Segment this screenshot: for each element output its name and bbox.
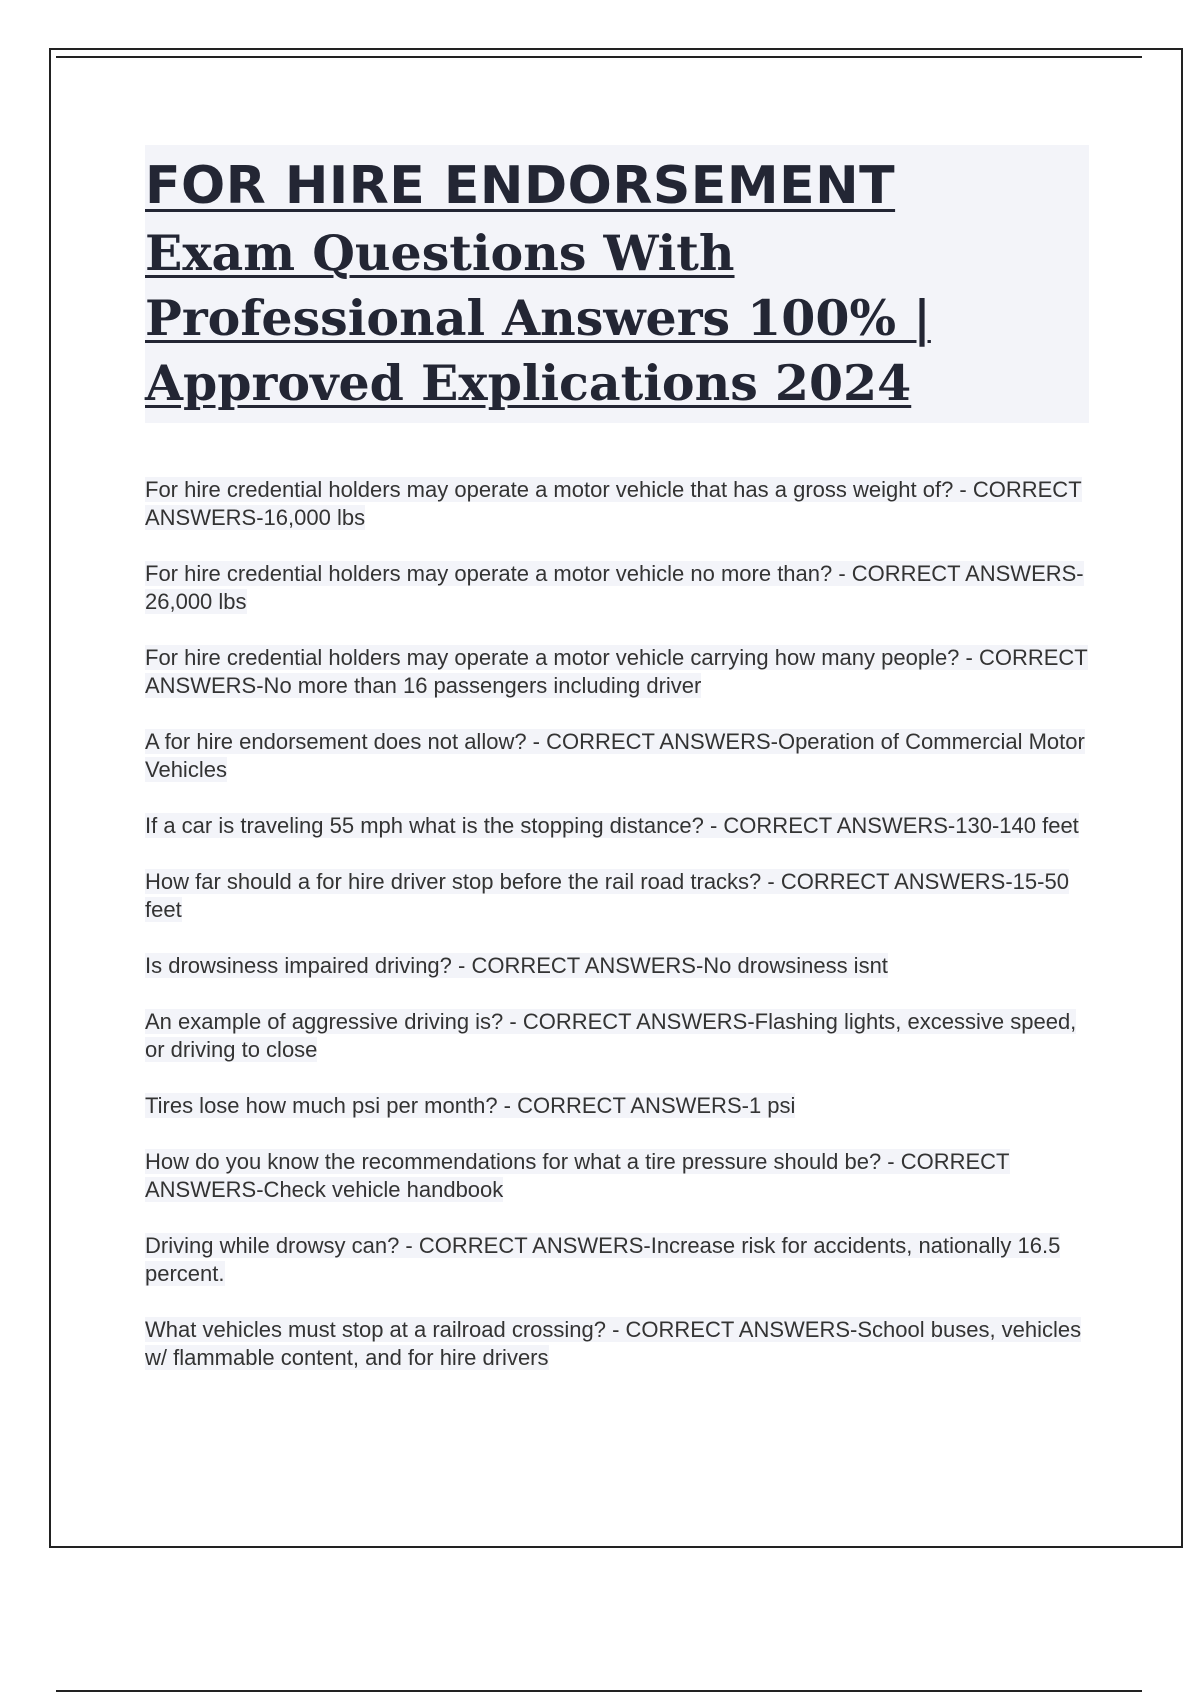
qa-item-5 [145, 812, 1095, 840]
qa-item-9 [145, 1092, 1095, 1120]
qa-text: For hire credential holders may operate a motor vehicle that has a gross weight of? - CORRECT ANSWERS-16,000 lbs [145, 477, 1082, 530]
qa-item-10 [145, 1148, 1095, 1204]
qa-text: What vehicles must stop at a railroad crossing? - CORRECT ANSWERS-School buses, vehicles w/ flammable content, and for hire drivers [145, 1317, 1082, 1370]
qa-text: For hire credential holders may operate a motor vehicle carrying how many people? - CORRECT ANSWERS-No more than 16 passengers including driver [145, 645, 1088, 698]
qa-text: For hire credential holders may operate a motor vehicle no more than? - CORRECT ANSWERS-26,000 lbs [145, 561, 1084, 614]
document-title: FOR HIRE ENDORSEMENT [145, 156, 896, 216]
top-divider [56, 56, 1142, 58]
qa-text: If a car is traveling 55 mph what is the stopping distance? - CORRECT ANSWERS-130-140 feet [145, 813, 1079, 838]
qa-item-6 [145, 868, 1095, 924]
qa-item-1 [145, 476, 1095, 532]
qa-text: An example of aggressive driving is? - CORRECT ANSWERS-Flashing lights, excessive speed, or driving to close [145, 1009, 1077, 1062]
qa-text: A for hire endorsement does not allow? - CORRECT ANSWERS-Operation of Commercial Motor Vehicles [145, 729, 1085, 782]
document-subtitle: Exam Questions With Professional Answers 100% | Approved Explications 2024 [145, 224, 931, 412]
qa-text: Tires lose how much psi per month? - CORRECT ANSWERS-1 psi [145, 1093, 796, 1118]
qa-text: How do you know the recommendations for what a tire pressure should be? - CORRECT ANSWERS-Check vehicle handbook [145, 1149, 1010, 1202]
title-block [145, 145, 1089, 423]
qa-text: Is drowsiness impaired driving? - CORRECT ANSWERS-No drowsiness isnt [145, 953, 888, 978]
qa-text: Driving while drowsy can? - CORRECT ANSWERS-Increase risk for accidents, nationally 16.5 percent. [145, 1233, 1061, 1286]
bottom-divider [56, 1690, 1142, 1692]
qa-item-4 [145, 728, 1095, 784]
qa-item-12 [145, 1316, 1095, 1372]
qa-item-8 [145, 1008, 1095, 1064]
qa-text: How far should a for hire driver stop before the rail road tracks? - CORRECT ANSWERS-15-50 feet [145, 869, 1069, 922]
qa-item-2 [145, 560, 1095, 616]
qa-item-11 [145, 1232, 1095, 1288]
qa-item-7 [145, 952, 1095, 980]
qa-list [145, 476, 1095, 1400]
qa-item-3 [145, 644, 1095, 700]
